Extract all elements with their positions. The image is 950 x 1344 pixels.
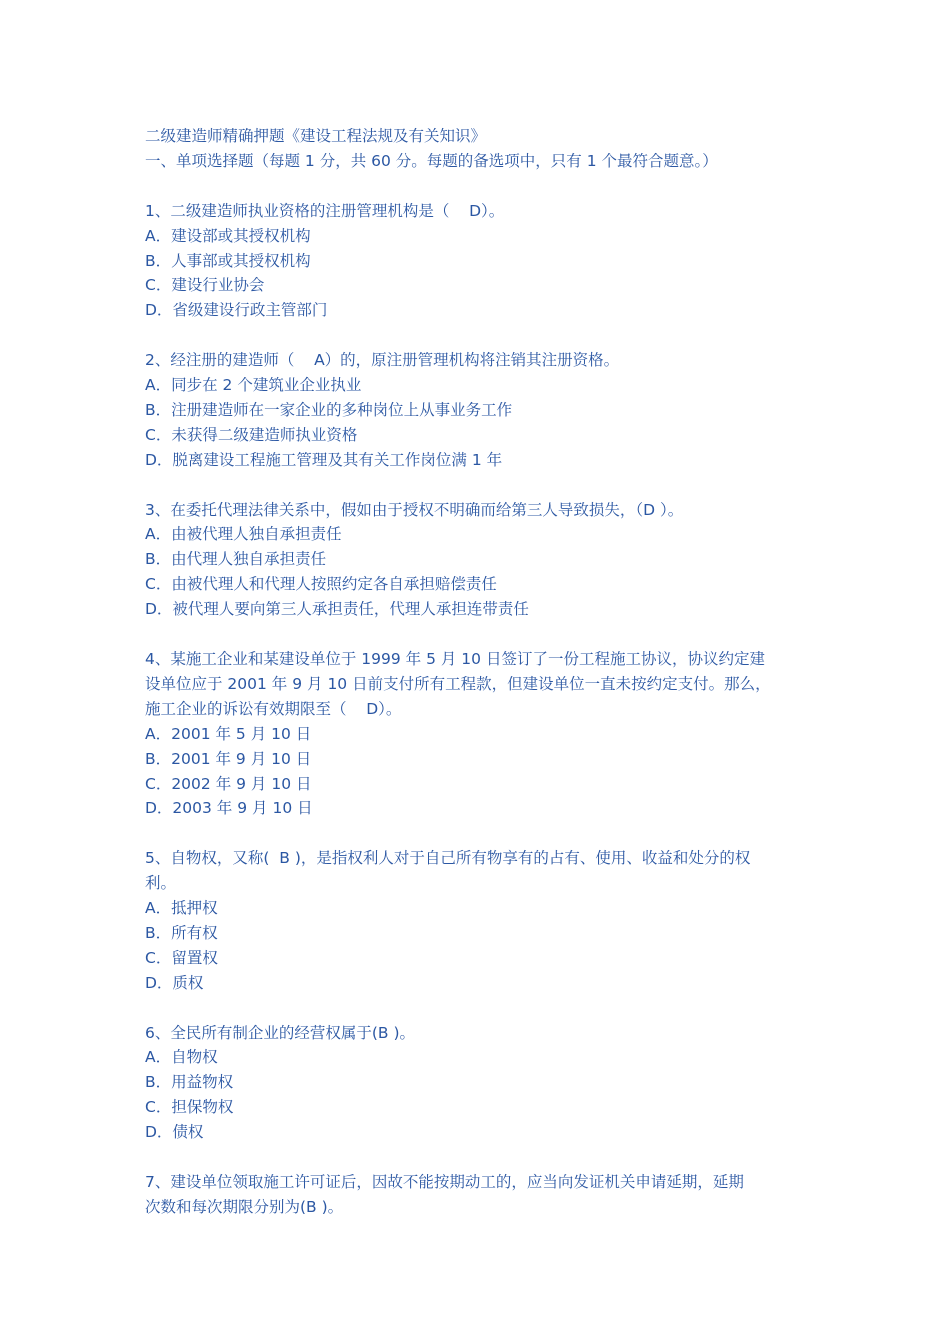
question-stem: 2、经注册的建造师（ A）的，原注册管理机构将注销其注册资格。	[145, 351, 620, 370]
question-item	[145, 1170, 825, 1220]
answer-option: A．由被代理人独自承担责任	[145, 525, 342, 544]
answer-option: C．留置权	[145, 948, 218, 967]
document-title: 二级建造师精确押题《建设工程法规及有关知识》	[145, 127, 487, 145]
answer-option: B．2001 年 9 月 10 日	[145, 749, 312, 768]
question-stem: 6、全民所有制企业的经营权属于(B )。	[145, 1023, 416, 1042]
question-stem: 7、建设单位领取施工许可证后，因故不能按期动工的，应当向发证机关申请延期，延期	[145, 1172, 744, 1191]
answer-option: B．所有权	[145, 923, 218, 942]
question-stem: 施工企业的诉讼有效期限至（ D）。	[145, 699, 402, 718]
answer-option: C．2002 年 9 月 10 日	[145, 774, 312, 793]
document-content	[145, 124, 825, 1220]
answer-option: B．由代理人独自承担责任	[145, 550, 327, 569]
answer-option: D．省级建设行政主管部门	[145, 301, 328, 320]
question-stem: 5、自物权，又称( B )，是指权利人对于自己所有物享有的占有、使用、收益和处分的权	[145, 849, 751, 868]
question-item	[145, 199, 825, 324]
question-item	[145, 846, 825, 995]
answer-option: C．由被代理人和代理人按照约定各自承担赔偿责任	[145, 575, 497, 594]
answer-option: D．质权	[145, 973, 204, 992]
answer-option: A．同步在 2 个建筑业企业执业	[145, 376, 362, 395]
question-item	[145, 498, 825, 623]
question-item	[145, 1021, 825, 1146]
question-item	[145, 348, 825, 473]
answer-option: A．抵押权	[145, 899, 218, 918]
answer-option: B．注册建造师在一家企业的多种岗位上从事业务工作	[145, 400, 513, 419]
question-stem: 利。	[145, 874, 177, 893]
answer-option: C．担保物权	[145, 1098, 234, 1117]
question-stem: 1、二级建造师执业资格的注册管理机构是（ D）。	[145, 201, 505, 220]
answer-option: C．未获得二级建造师执业资格	[145, 425, 358, 444]
question-item	[145, 647, 825, 821]
question-stem: 4、某施工企业和某建设单位于 1999 年 5 月 10 日签订了一份工程施工协议，协议约定建	[145, 649, 765, 668]
question-stem: 设单位应于 2001 年 9 月 10 日前支付所有工程款，但建设单位一直未按约定支付。那么，	[145, 674, 771, 693]
answer-option: B．用益物权	[145, 1073, 234, 1092]
question-stem: 3、在委托代理法律关系中，假如由于授权不明确而给第三人导致损失，（D ）。	[145, 500, 684, 519]
question-stem: 次数和每次期限分别为(B )。	[145, 1197, 344, 1216]
answer-option: D．债权	[145, 1123, 204, 1142]
section-heading: 一、单项选择题（每题 1 分，共 60 分。每题的备选项中，只有 1 个最符合题意。）	[145, 151, 718, 170]
question-list	[145, 199, 825, 1220]
answer-option: A．2001 年 5 月 10 日	[145, 724, 312, 743]
answer-option: B．人事部或其授权机构	[145, 251, 311, 270]
answer-option: C．建设行业协会	[145, 276, 265, 295]
answer-option: D．脱离建设工程施工管理及其有关工作岗位满 1 年	[145, 450, 503, 469]
answer-option: D．2003 年 9 月 10 日	[145, 799, 313, 818]
answer-option: A．自物权	[145, 1048, 218, 1067]
answer-option: D．被代理人要向第三人承担责任，代理人承担连带责任	[145, 600, 529, 619]
answer-option: A．建设部或其授权机构	[145, 226, 311, 245]
